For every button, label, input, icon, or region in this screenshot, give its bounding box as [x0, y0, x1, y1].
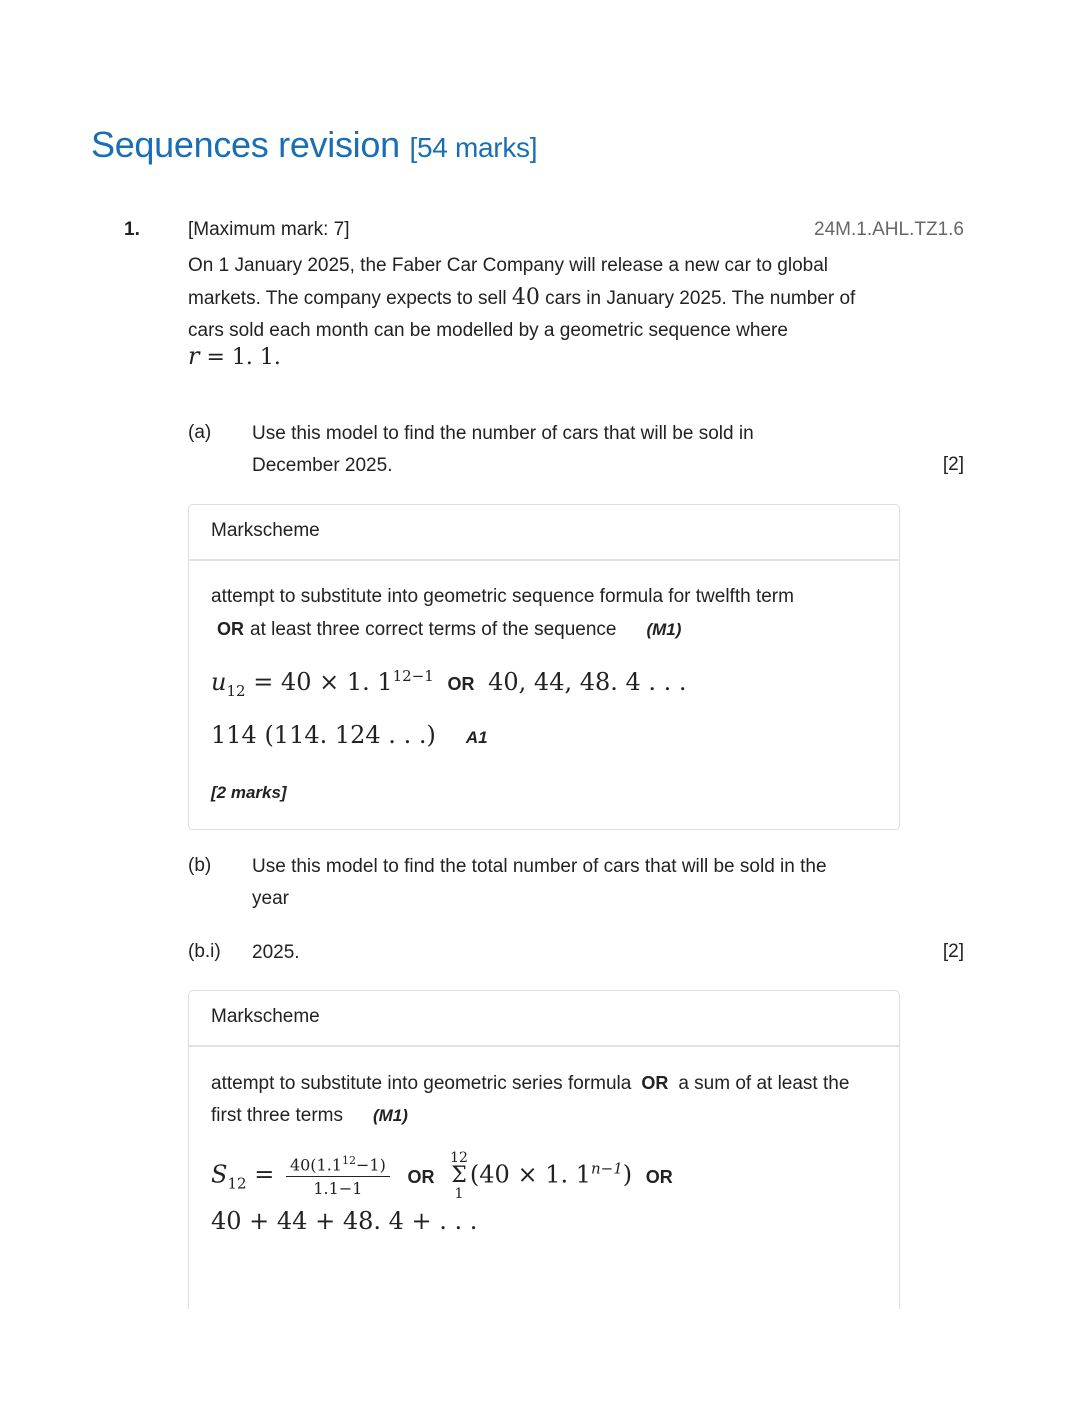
eq-or3: OR: [645, 1166, 673, 1187]
ms-a-award-m1: (M1): [646, 620, 682, 639]
frac-num-end: −1): [355, 1155, 386, 1175]
ms-a-line1: attempt to substitute into geometric sequence formula for twelfth term: [211, 586, 794, 607]
page-title-marks: [54 marks]: [409, 132, 538, 163]
eq1-sup: 12−1: [392, 667, 434, 685]
intro-text-1: On 1 January 2025, the Faber Car Company will release a new car to global markets. The company expects to sell: [188, 255, 829, 309]
ms-bi-or: OR: [641, 1073, 669, 1093]
markscheme-bi-equation2: 40 + 44 + 48. 4 + . . .: [211, 1207, 478, 1235]
eq1-sub: 12: [226, 681, 246, 700]
eq-or2: OR: [407, 1166, 435, 1187]
frac-num-sup: 12: [341, 1153, 356, 1167]
markscheme-bi-method: [211, 1067, 871, 1132]
sigma-symbol: Σ: [451, 1163, 467, 1188]
markscheme-bi-equation1: [211, 1151, 679, 1201]
markscheme-bi: [188, 990, 900, 1309]
eq-sigma: [450, 1151, 468, 1201]
part-a-text: Use this model to find the number of cars that will be sold in December 2025.: [252, 423, 754, 476]
eq1-or: OR: [447, 674, 475, 694]
ms-bi-award-m1: (M1): [372, 1106, 408, 1125]
eq-s: S: [211, 1160, 228, 1189]
markscheme-a-total: [2 marks]: [211, 783, 287, 802]
question-number: 1.: [124, 219, 140, 240]
question-intro: [188, 250, 878, 347]
markscheme-a-header[interactable]: Markscheme: [189, 505, 899, 561]
markscheme-a-method: [211, 581, 871, 646]
frac-den: 1.1−1: [313, 1179, 363, 1199]
intro-num-40: 40: [511, 285, 540, 310]
part-a-marks: [2]: [942, 454, 964, 475]
eq1-mid: = 40 × 1. 1: [245, 668, 393, 696]
question-max-mark: [Maximum mark: 7]: [188, 219, 350, 240]
eq2-value: 114 (114. 124 . . .): [211, 721, 436, 749]
markscheme-a: [188, 504, 900, 830]
question-reference: 24M.1.AHL.TZ1.6: [814, 219, 964, 240]
part-b-label: (b): [188, 855, 212, 876]
ratio-variable: r: [188, 342, 200, 370]
sigma-sup: n−1: [591, 1159, 623, 1178]
page-title: [91, 124, 537, 166]
frac-num: 40(1.1: [289, 1155, 342, 1175]
markscheme-bi-header[interactable]: Markscheme: [189, 991, 899, 1047]
part-b-text: Use this model to find the total number of cars that will be sold in the year: [252, 856, 827, 909]
part-bi-marks: [2]: [942, 941, 964, 962]
eq-fraction: [286, 1154, 390, 1198]
sigma-top: 12: [450, 1150, 468, 1166]
part-bi-text: 2025.: [252, 942, 300, 963]
ms-bi-line1: attempt to substitute into geometric series formula: [211, 1073, 632, 1094]
sigma-body: (40 × 1. 1: [469, 1160, 591, 1189]
eq-equals: =: [254, 1160, 275, 1189]
ms-a-or: OR: [217, 619, 244, 639]
part-bi-label: (b.i): [188, 941, 221, 962]
markscheme-a-equation2: [211, 721, 488, 749]
intro-text-2: cars in January 2025. The number of cars sold each month can be modelled by a geometric sequence where: [188, 288, 856, 341]
eq-s-sub: 12: [227, 1174, 247, 1193]
markscheme-a-equation1: [211, 667, 687, 700]
eq1-alt: 40, 44, 48. 4 . . .: [488, 668, 687, 696]
ms-bi-line1b: a sum of at least the first three terms: [211, 1073, 850, 1126]
page-title-main: Sequences revision: [91, 124, 400, 165]
ratio-value: = 1. 1.: [199, 345, 281, 370]
part-a-label: (a): [188, 422, 212, 443]
sigma-close: ): [622, 1160, 633, 1189]
ms-a-award-a1: A1: [465, 728, 488, 747]
ratio-equation: [188, 342, 281, 371]
ms-a-line2: at least three correct terms of the sequence: [250, 619, 617, 640]
eq1-u: u: [211, 668, 227, 696]
sigma-bottom: 1: [454, 1186, 464, 1202]
